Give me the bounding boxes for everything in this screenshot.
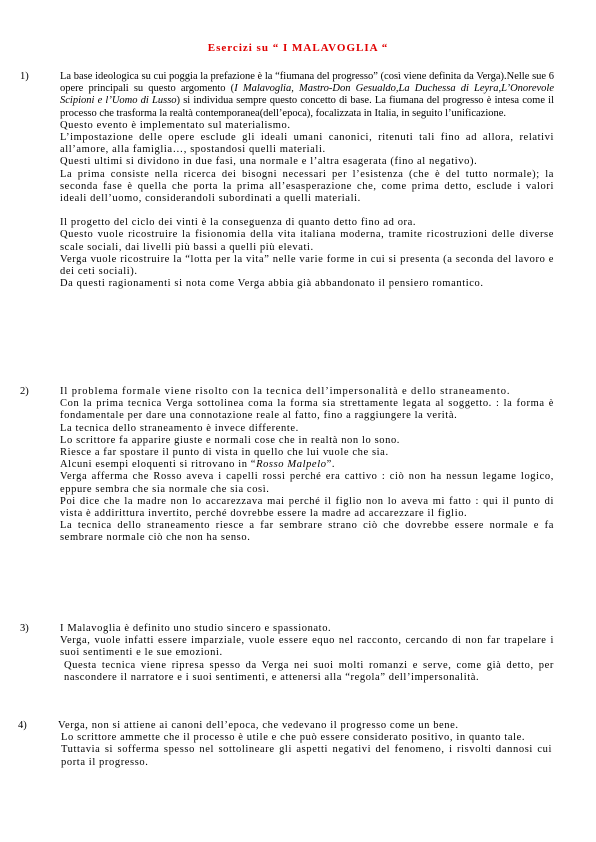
paragraph: Questo evento è implementato sul materialismo.: [60, 119, 291, 131]
works-list: I Malavoglia, Mastro-Don Gesualdo,La Duchessa di Leyra,L’Onorevole Scipioni e l’Uomo di Lusso: [60, 83, 554, 107]
paragraph: Il problema formale viene risolto con la tecnica dell’impersonalità e dello straneamento.: [60, 386, 511, 397]
spacer: [60, 205, 554, 217]
paragraph: Questo vuole ricostruire la fisionomia della vita italiana moderna, tramite ricostruzioni delle diverse scale sociali, dai livelli più bassi a quelli più elevati.: [60, 229, 554, 253]
paragraph: La tecnica dello straneamento riesce a far sembrare strano ciò che dovrebbe essere normale e fa sembrare normale ciò che non ha senso.: [60, 520, 554, 544]
item-number: 1): [20, 71, 29, 82]
item-number: 3): [20, 623, 29, 634]
paragraph: Questa tecnica viene ripresa spesso da Verga nei suoi molti romanzi e serve, come già detto, per nascondere il narratore e i suoi sentimenti, e attenersi alla “regola” dell’impersonalità.: [64, 659, 554, 683]
paragraph: Questi ultimi si dividono in due fasi, una normale e l’altra esagerata (fino al negativo).: [60, 156, 478, 168]
paragraph: Lo scrittore ammette che il processo è utile e che può essere considerato positivo, in quanto tale.: [61, 732, 526, 744]
paragraph-text: ) si individua sempre questo concetto di base. La fiumana del progresso è intesa come il processo che trasforma la realtà contemporanea(dell’epoca), focalizzata in Italia, in seguito l’unificazione.: [60, 95, 554, 119]
paragraph: L’impostazione delle opere esclude gli ideali umani canonici, ritenuti tali fino ad allora, relativi all’amore, alla famiglia…, spostandosi quelli materiali.: [60, 132, 554, 156]
paragraph: Tuttavia si sofferma spesso nel sottolineare gli aspetti negativi del fenomeno, i risvolti dannosi cui porta il progresso.: [61, 744, 552, 768]
paragraph: Verga vuole ricostruire la “lotta per la vita” nelle varie forme in cui si presenta (a seconda del lavoro e dei ceti sociali).: [60, 253, 554, 278]
paragraph: Verga, vuole infatti essere imparziale, vuole essere equo nel racconto, cercando di non far trapelare i suoi sentimenti e le sue emozioni.: [60, 635, 554, 659]
paragraph-text: ”.: [326, 459, 336, 471]
paragraph: [60, 71, 554, 120]
paragraph-text: La base ideologica su cui poggia la prefazione è la “fiumana del progresso” (così viene definita da Verga).Nelle sue 6 opere principali su questo argomento (: [60, 71, 554, 95]
paragraph: Verga, non si attiene ai canoni dell’epoca, che vedevano il progresso come un bene.: [58, 720, 459, 731]
paragraph: Il progetto del ciclo dei vinti è la conseguenza di quanto detto fino ad ora.: [60, 217, 417, 229]
paragraph: I Malavoglia è definito uno studio sincero e spassionato.: [60, 623, 332, 634]
paragraph: [60, 459, 554, 471]
page-title: Esercizi su “ I MALAVOGLIA “: [207, 42, 389, 54]
paragraph: Verga afferma che Rosso aveva i capelli rossi perché era cattivo : ciò non ha nessun legame logico, eppure sembra che sia normale che sia così.: [60, 471, 554, 495]
paragraph: La prima consiste nella ricerca dei bisogni necessari per l’esistenza (che è del tutto normale); la seconda fase è quella che porta la prima all’esasperazione che, come prima detto, esclude i valori ideali dell’uomo, considerandoli subordinati a quelli materiali.: [60, 168, 554, 205]
paragraph: Riesce a far spostare il punto di vista in quello che lui vuole che sia.: [60, 447, 389, 459]
work-title: Rosso Malpelo: [256, 459, 327, 471]
item-number: 4): [18, 720, 27, 731]
paragraph: Con la prima tecnica Verga sottolinea coma la forma sia strettamente legata al soggetto. : la forma è fondamentale per dare una connotazione reale al fatto, fino a raggiungere la verità.: [60, 398, 554, 422]
paragraph: Lo scrittore fa apparire giuste e normali cose che in realtà non lo sono.: [60, 434, 401, 446]
paragraph: La tecnica dello straneamento è invece differente.: [60, 422, 299, 434]
paragraph: Poi dice che la madre non lo accarezzava mai perché il figlio non lo aveva mi fatto : qui il punto di vista è addirittura invertito, perché dovrebbe essere la madre ad accarezzare il figlio.: [60, 495, 554, 520]
paragraph-text: Alcuni esempi eloquenti si ritrovano in “: [60, 459, 257, 471]
item-number: 2): [20, 386, 29, 397]
paragraph: Da questi ragionamenti si nota come Verga abbia già abbandonato il pensiero romantico.: [60, 278, 484, 290]
